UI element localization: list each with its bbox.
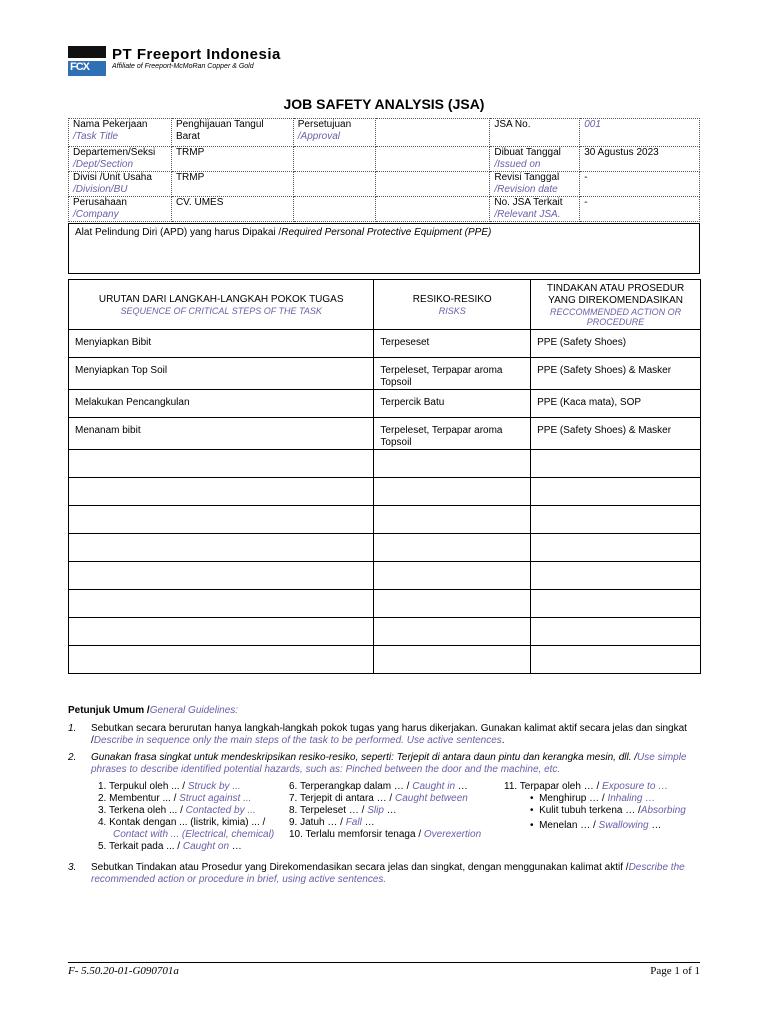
task-title-value[interactable]: Penghijauan Tangul Barat bbox=[171, 119, 293, 147]
hazard-item-11c: • Menelan … / Swallowing … bbox=[530, 820, 662, 831]
hazard-item-8: 8. Terpeleset … / Slip … bbox=[289, 805, 397, 816]
approval-cell-3 bbox=[375, 147, 490, 172]
cell-step[interactable] bbox=[69, 506, 374, 534]
jsa-info-table bbox=[68, 118, 700, 222]
footer-divider bbox=[68, 962, 700, 963]
cell-risk[interactable] bbox=[374, 618, 531, 646]
cell-action[interactable] bbox=[531, 618, 701, 646]
approval-label: Persetujuan /Approval bbox=[293, 119, 375, 147]
jsa-no-label: JSA No. bbox=[490, 119, 580, 147]
hazard-item-4-en: Contact with ... (Electrical, chemical) bbox=[113, 829, 275, 840]
cell-action[interactable] bbox=[531, 590, 701, 618]
guideline-1-number: 1. bbox=[68, 723, 77, 734]
approval-cell-5 bbox=[375, 172, 490, 197]
cell-action[interactable] bbox=[531, 478, 701, 506]
cell-action[interactable] bbox=[531, 534, 701, 562]
approval-value[interactable] bbox=[375, 119, 490, 147]
hazard-item-10: 10. Terlalu memforsir tenaga / Overexertion bbox=[289, 829, 482, 840]
guideline-3-text: Sebutkan Tindakan atau Prosedur yang Direkomendasikan secara jelas dan singkat, dengan menggunakan kalimat aktif /Describe the recommended action or procedure in brief, using active sentences. bbox=[91, 862, 685, 885]
cell-risk[interactable] bbox=[374, 450, 531, 478]
table-row bbox=[69, 506, 701, 534]
revision-label: Revisi Tanggal /Revision date bbox=[490, 172, 580, 197]
cell-step[interactable]: Menanam bibit bbox=[69, 418, 374, 450]
company-name: PT Freeport Indonesia bbox=[112, 46, 281, 63]
table-row bbox=[69, 478, 701, 506]
table-row bbox=[69, 618, 701, 646]
cell-action[interactable] bbox=[531, 646, 701, 674]
cell-action[interactable] bbox=[531, 506, 701, 534]
dept-value[interactable]: TRMP bbox=[171, 147, 293, 172]
page-number: Page 1 of 1 bbox=[650, 965, 700, 977]
cell-risk[interactable] bbox=[374, 506, 531, 534]
cell-action[interactable]: PPE (Safety Shoes) & Masker bbox=[531, 418, 701, 450]
document-title: JOB SAFETY ANALYSIS (JSA) bbox=[283, 96, 485, 112]
hazard-item-2: 2. Membentur ... / Struct against ... bbox=[98, 793, 252, 804]
guideline-2-number: 2. bbox=[68, 752, 77, 763]
hazard-item-1: 1. Terpukul oleh ... / Struck by ... bbox=[98, 781, 241, 792]
table-row bbox=[69, 534, 701, 562]
cell-step[interactable]: Menyiapkan Top Soil bbox=[69, 358, 374, 390]
guideline-3-number: 3. bbox=[68, 862, 77, 873]
table-row bbox=[69, 590, 701, 618]
cell-risk[interactable]: Terpercik Batu bbox=[374, 390, 531, 418]
bullet-icon: • bbox=[530, 820, 540, 831]
cell-action[interactable]: PPE (Safety Shoes) bbox=[531, 330, 701, 358]
ppe-label: Alat Pelindung Diri (APD) yang harus Dipakai / bbox=[75, 227, 282, 238]
cell-step[interactable] bbox=[69, 646, 374, 674]
cell-risk[interactable] bbox=[374, 590, 531, 618]
dept-label: Departemen/Seksi /Dept/Section bbox=[69, 147, 172, 172]
cell-risk[interactable]: Terpeseset bbox=[374, 330, 531, 358]
division-value[interactable]: TRMP bbox=[171, 172, 293, 197]
company-label: Perusahaan /Company bbox=[69, 197, 172, 222]
cell-action[interactable]: PPE (Kaca mata), SOP bbox=[531, 390, 701, 418]
approval-cell-2 bbox=[293, 147, 375, 172]
cell-action[interactable] bbox=[531, 450, 701, 478]
hazard-item-9: 9. Jatuh … / Fall … bbox=[289, 817, 375, 828]
cell-risk[interactable] bbox=[374, 562, 531, 590]
cell-step[interactable] bbox=[69, 590, 374, 618]
related-jsa-value[interactable]: - bbox=[580, 197, 700, 222]
approval-cell-7 bbox=[375, 197, 490, 222]
cell-risk[interactable]: Terpeleset, Terpapar aroma Topsoil bbox=[374, 358, 531, 390]
table-row bbox=[69, 562, 701, 590]
cell-action[interactable]: PPE (Safety Shoes) & Masker bbox=[531, 358, 701, 390]
table-row bbox=[69, 418, 701, 450]
issued-label: Dibuat Tanggal /Issued on bbox=[490, 147, 580, 172]
hazard-item-11: 11. Terpapar oleh … / Exposure to … bbox=[504, 781, 669, 792]
cell-step[interactable]: Melakukan Pencangkulan bbox=[69, 390, 374, 418]
cell-action[interactable] bbox=[531, 562, 701, 590]
guideline-1-text: Sebutkan secara berurutan hanya langkah-langkah pokok tugas yang harus dikerjakan. Gunakan kalimat aktif secara jelas dan singkat /Describe in sequence only the main steps of the task to be performed. Use active sentences. bbox=[91, 723, 687, 746]
cell-risk[interactable]: Terpeleset, Terpapar aroma Topsoil bbox=[374, 418, 531, 450]
revision-value[interactable]: - bbox=[580, 172, 700, 197]
related-jsa-label: No. JSA Terkait /Relevant JSA. bbox=[490, 197, 580, 222]
hazard-item-6: 6. Terperangkap dalam … / Caught in … bbox=[289, 781, 468, 792]
cell-step[interactable] bbox=[69, 618, 374, 646]
hazard-item-5: 5. Terkait pada ... / Caught on … bbox=[98, 841, 242, 852]
header-steps: URUTAN DARI LANGKAH-LANGKAH POKOK TUGAS SEQUENCE OF CRITICAL STEPS OF THE TASK bbox=[69, 280, 374, 330]
issued-value[interactable]: 30 Agustus 2023 bbox=[580, 147, 700, 172]
hazard-item-11b: • Kulit tubuh terkena … /Absorbing bbox=[530, 805, 686, 816]
jsa-steps-table bbox=[68, 279, 701, 674]
header-actions: TINDAKAN ATAU PROSEDUR YANG DIREKOMENDASIKAN RECCOMMENDED ACTION OR PROCEDURE bbox=[531, 280, 701, 330]
bullet-icon: • bbox=[530, 805, 540, 816]
cell-step[interactable]: Menyiapkan Bibit bbox=[69, 330, 374, 358]
cell-step[interactable] bbox=[69, 478, 374, 506]
hazard-item-3: 3. Terkena oleh ... / Contacted by ... bbox=[98, 805, 256, 816]
hazard-item-7: 7. Terjepit di antara … / Caught between bbox=[289, 793, 468, 804]
freeport-logo-icon: FCX bbox=[68, 46, 106, 76]
table-row bbox=[69, 390, 701, 418]
task-title-label: Nama Pekerjaan /Task Title bbox=[69, 119, 172, 147]
cell-risk[interactable] bbox=[374, 646, 531, 674]
cell-risk[interactable] bbox=[374, 478, 531, 506]
ppe-box[interactable] bbox=[68, 223, 700, 274]
cell-step[interactable] bbox=[69, 450, 374, 478]
bullet-icon: • bbox=[530, 793, 540, 804]
hazard-item-11a: • Menghirup … / Inhaling … bbox=[530, 793, 656, 804]
company-affiliate: Affiliate of Freeport-McMoRan Copper & Gold bbox=[112, 63, 254, 70]
approval-cell-6 bbox=[293, 197, 375, 222]
division-label: Divisi /Unit Usaha /Division/BU bbox=[69, 172, 172, 197]
table-row bbox=[69, 330, 701, 358]
table-row bbox=[69, 646, 701, 674]
company-value[interactable]: CV. UMES bbox=[171, 197, 293, 222]
cell-risk[interactable] bbox=[374, 534, 531, 562]
cell-step[interactable] bbox=[69, 534, 374, 562]
hazard-item-4: 4. Kontak dengan ... (listrik, kimia) ... / bbox=[98, 817, 266, 828]
company-logo bbox=[68, 46, 328, 76]
approval-cell-4 bbox=[293, 172, 375, 197]
ppe-label-en: Required Personal Protective Equipment (PPE) bbox=[281, 227, 492, 238]
jsa-no-value[interactable]: 001 bbox=[580, 119, 700, 147]
table-row bbox=[69, 450, 701, 478]
guideline-2-text: Gunakan frasa singkat untuk mendeskripsikan resiko-resiko, seperti: Terjepit di antara daun pintu dan kerangka mesin, dll. /Use simple phrases to describe identified potential hazards, such as: Pinched between the door and the machine, etc. bbox=[91, 752, 687, 775]
header-risks: RESIKO-RESIKO RISKS bbox=[374, 280, 531, 330]
cell-step[interactable] bbox=[69, 562, 374, 590]
form-code: F- 5.50.20-01-G090701a bbox=[68, 965, 179, 977]
table-row bbox=[69, 358, 701, 390]
guidelines-heading: Petunjuk Umum /General Guidelines: bbox=[68, 705, 239, 716]
